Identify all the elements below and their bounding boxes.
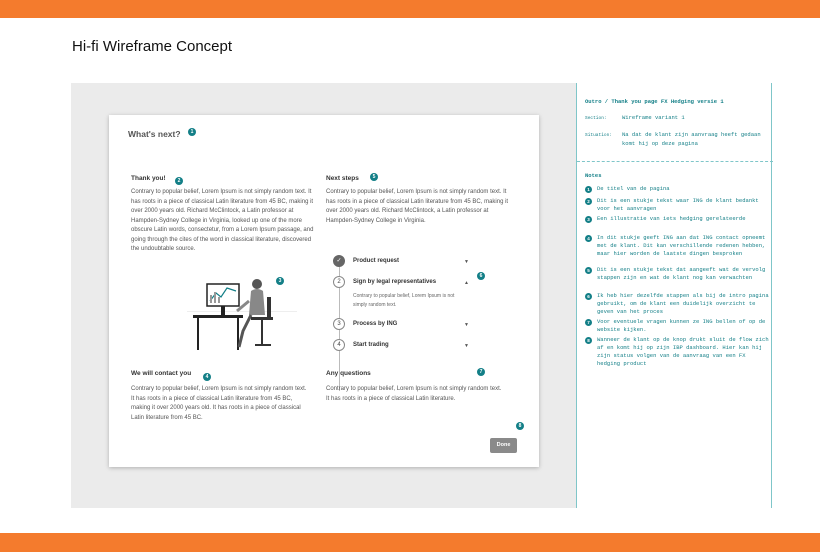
- section-label: Section:: [585, 116, 607, 121]
- thank-you-heading: Thank you!: [131, 175, 166, 182]
- thank-you-card: [109, 115, 539, 467]
- annotation-badge: 1: [188, 128, 196, 136]
- note-number: 4: [585, 235, 592, 242]
- step-label: Process by ING: [353, 321, 398, 327]
- situation-label: Situation:: [585, 133, 613, 138]
- annotation-badge: 6: [477, 272, 485, 280]
- person-body-icon: [249, 289, 265, 315]
- thank-you-text: Contrary to popular belief, Lorem Ipsum is not simply random text. It has roots in a piece of classical Latin literature from 45 BC, making it over 2000 years old. Richard McClintock, a Latin professor at Hampden-Sydney College in Virginia, looked up one of the more obscure Latin words, consectetur, from a Lorem Ipsum passage, and going through the cites of the word in classical literature, discovered the undoubtable source.: [131, 189, 314, 252]
- step-description: Contrary to popular belief, Lorem Ipsum is not simply random text.: [353, 293, 455, 308]
- note-number: 3: [585, 216, 592, 223]
- annotation-badge: 4: [203, 373, 211, 381]
- annotation-sidebar: [576, 83, 772, 508]
- note-text: Een illustratie van iets hedging gerelateerde: [597, 215, 746, 222]
- contact-heading: We will contact you: [131, 370, 192, 377]
- step-label: Product request: [353, 258, 400, 264]
- bottom-orange-bar: [0, 533, 820, 552]
- desk-leg-icon: [197, 318, 199, 350]
- chevron-down-icon[interactable]: ▼: [464, 322, 469, 328]
- step-number: 4: [333, 339, 345, 351]
- note-text: Dit is een stukje tekst waar ING de klant bedankt voor het aanvragen: [597, 197, 759, 212]
- page-title: Hi-fi Wireframe Concept: [72, 38, 233, 55]
- annotation-badge: 8: [516, 422, 524, 430]
- note-number: 8: [585, 337, 592, 344]
- top-orange-bar: [0, 0, 820, 18]
- annotation-badge: 7: [477, 368, 485, 376]
- note-number: 2: [585, 198, 592, 205]
- contact-text: Contrary to popular belief, Lorem Ipsum is not simply random text. It has roots in a piece of classical Latin literature from 45 BC, making it over 2000 years old. It has roots in a piece of classical Latin literature from 45 BC.: [131, 386, 307, 421]
- chair-pole-icon: [261, 320, 263, 344]
- check-icon: ✓: [333, 255, 345, 267]
- next-steps-heading: Next steps: [326, 175, 359, 182]
- annotation-badge: 3: [276, 277, 284, 285]
- note-text: In dit stukje geeft ING aan dat ING contact opneemt met de klant. Dit kan verschillende redenen hebben, maar hier worden de laatste dingen besproken: [597, 234, 766, 257]
- step-label: Sign by legal representatives: [353, 279, 437, 285]
- questions-text: Contrary to popular belief, Lorem Ipsum is not simply random text. It has roots in a piece of classical Latin literature.: [326, 386, 502, 402]
- next-steps-text: Contrary to popular belief, Lorem Ipsum is not simply random text. It has roots in a piece of classical Latin literature from 45 BC, making it over 2000 years old. Richard McClintock, a Latin professor at Hampden-Sydney College in Virginia.: [326, 189, 509, 224]
- notes-heading: Notes: [585, 172, 602, 179]
- person-leg-icon: [239, 315, 251, 347]
- chair-back-icon: [267, 297, 271, 319]
- hedging-illustration: [187, 275, 297, 355]
- chevron-down-icon[interactable]: ▼: [464, 343, 469, 349]
- note-number: 6: [585, 293, 592, 300]
- chart-bar-icon: [218, 297, 220, 303]
- chair-seat-icon: [251, 317, 273, 320]
- done-button[interactable]: Done: [490, 438, 517, 453]
- note-text: De titel van de pagina: [597, 185, 670, 192]
- chevron-down-icon[interactable]: ▼: [464, 259, 469, 265]
- illus-floor: [187, 311, 297, 312]
- note-text: Voor eventuele vragen kunnen ze ING bellen of op de website kijken.: [597, 318, 766, 333]
- step-number: 3: [333, 318, 345, 330]
- note-text: Ik heb hier dezelfde stappen als bij de intro pagina gebruikt, om de klant een duidelijk overzicht te geven van het proces: [597, 292, 769, 315]
- note-number: 5: [585, 267, 592, 274]
- section-value: Wireframe variant 1: [622, 114, 685, 121]
- annotation-badge: 2: [175, 177, 183, 185]
- situation-value: Na dat de klant zijn aanvraag heeft gedaan komt hij op deze pagina: [622, 131, 761, 147]
- note-number: 1: [585, 186, 592, 193]
- chevron-up-icon[interactable]: ▲: [464, 280, 469, 286]
- questions-heading: Any questions: [326, 370, 371, 377]
- desk-icon: [193, 315, 243, 318]
- person-head-icon: [252, 279, 262, 289]
- sidebar-divider: [577, 161, 773, 162]
- chart-bar-icon: [214, 292, 216, 303]
- sidebar-title: Outro / Thank you page FX Hedging versie 1: [585, 98, 724, 105]
- note-text: Dit is een stukje tekst dat aangeeft wat de vervolg stappen zijn en wat de klant nog kan verwachten: [597, 266, 766, 281]
- note-number: 7: [585, 319, 592, 326]
- step-label: Start trading: [353, 342, 389, 348]
- note-text: Wanneer de klant op de knop drukt sluit de flow zich af en komt hij op zijn IBP dashboard. Hier kan hij zijn status volgen van de aanvraag van een FX hedging product: [597, 336, 769, 367]
- monitor-stand-icon: [221, 306, 225, 315]
- chart-bar-icon: [210, 295, 212, 303]
- step-number: 2: [333, 276, 345, 288]
- chair-base-icon: [255, 344, 271, 346]
- card-title: What's next?: [128, 129, 181, 139]
- annotation-badge: 5: [370, 173, 378, 181]
